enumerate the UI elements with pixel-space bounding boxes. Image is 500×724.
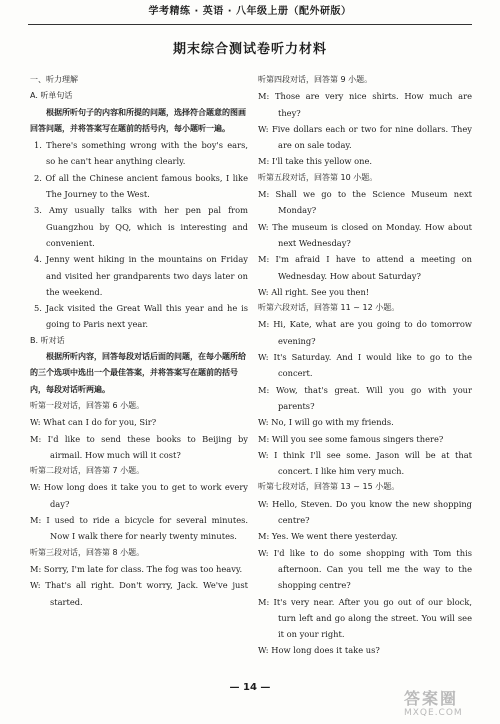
part-b-heading: B. 听对话 xyxy=(30,335,65,345)
stage-direction: 听第二段对话，回答第 7 小题。 xyxy=(30,466,145,476)
dialogue-line: M: I used to ride a bicycle for several minutes. Now I walk there for nearly twenty minutes. xyxy=(30,515,248,542)
watermark-url: MXQE.COM xyxy=(404,708,463,718)
right-column xyxy=(258,72,472,659)
dialogue-line: M: I'm afraid I have to attend a meeting on Wednesday. How about Saturday? xyxy=(258,254,472,281)
dialogue-line: W: How long does it take us? xyxy=(258,645,380,656)
stage-direction: 听第一段对话，回答第 6 小题。 xyxy=(30,400,145,410)
dialogue-line: M: Those are very nice shirts. How much are they? xyxy=(258,91,472,118)
dialogue-line: W: All right. See you then! xyxy=(258,286,370,297)
part-b-instructions: 根据所听内容，回答每段对话后面的问题，在每小题所给的三个选项中选出一个最佳答案，并将答案写在题前的括号内，每段对话听两遍。 xyxy=(30,352,246,394)
section-heading: 一、听力理解 xyxy=(30,75,78,84)
dialogue-line: W: What can I do for you, Sir? xyxy=(30,417,157,428)
dialogue-line: W: I think I'll see some. Jason will be at that concert. I like him very much. xyxy=(258,449,472,477)
stage-direction: 听第六段对话，回答第 11 ~ 12 小题。 xyxy=(258,303,400,313)
left-column xyxy=(30,72,248,610)
list-item: 5. Jack visited the Great Wall this year and he is going to Paris next year. xyxy=(34,303,248,330)
dialogue-line: W: The museum is closed on Monday. How about next Wednesday? xyxy=(258,221,472,248)
dialogue-line: M: Hi, Kate, what are you going to do tomorrow evening? xyxy=(258,319,472,346)
list-item: 4. Jenny went hiking in the mountains on Friday and visited her grandparents two days later on the weekend. xyxy=(34,254,248,297)
dialogue-line: W: It's Saturday. And I would like to go to the concert. xyxy=(258,352,472,379)
dialogue-line: W: Hello, Steven. Do you know the new shopping centre? xyxy=(258,498,472,526)
dialogue-line: W: No, I will go with my friends. xyxy=(258,417,394,428)
list-item: 2. Of all the Chinese ancient famous books, I like The Journey to the West. xyxy=(34,172,248,200)
list-item: 1. There's something wrong with the boy's ears, so he can't hear anything clearly. xyxy=(34,140,248,167)
dialogue-line: W: I'd like to do some shopping with Tom this afternoon. Can you tell me the way to the shopping centre? xyxy=(258,547,472,591)
dialogue-line: M: Yes. We went there yesterday. xyxy=(258,531,398,542)
part-a-heading: A. 听单句话 xyxy=(30,91,73,101)
stage-direction: 听第五段对话，回答第 10 小题。 xyxy=(258,172,378,182)
dialogue-line: M: It's very near. After you go out of our block, turn left and go along the street. You will see it on your right. xyxy=(258,596,472,640)
page-number: — 14 — xyxy=(229,682,271,693)
watermark-text: 答案圈 xyxy=(404,689,459,708)
dialogue-line: M: I'd like to send these books to Beijing by airmail. How much will it cost? xyxy=(30,433,248,460)
dialogue-line: M: Shall we go to the Science Museum next Monday? xyxy=(258,189,472,216)
header-rule xyxy=(28,24,472,25)
stage-direction: 听第三段对话，回答第 8 小题。 xyxy=(30,547,145,557)
dialogue-line: M: I'll take this yellow one. xyxy=(258,156,373,167)
running-header: 学考精练 · 英语 · 八年级上册（配外研版） xyxy=(148,6,352,17)
list-item: 3. Amy usually talks with her pen pal from Guangzhou by QQ, which is interesting and convenient. xyxy=(34,205,248,248)
dialogue-line: W: That's all right. Don't worry, Jack. We've just started. xyxy=(30,580,248,607)
watermark-logo xyxy=(404,690,494,720)
page-title: 期末综合测试卷听力材料 xyxy=(172,42,327,57)
dialogue-line: M: Sorry, I'm late for class. The fog was too heavy. xyxy=(30,563,243,574)
stage-direction: 听第七段对话，回答第 13 ~ 15 小题。 xyxy=(258,482,400,492)
part-a-instructions: 根据所听句子的内容和所提的问题，选择符合题意的图画回答问题，并将答案写在题前的括号内，每小题听一遍。 xyxy=(30,107,246,133)
stage-direction: 听第四段对话，回答第 9 小题。 xyxy=(258,75,373,84)
dialogue-line: M: Wow, that's great. Will you go with your parents? xyxy=(258,384,472,411)
dialogue-line: W: Five dollars each or two for nine dollars. They are on sale today. xyxy=(258,123,472,151)
dialogue-line: W: How long does it take you to get to work every day? xyxy=(30,482,248,509)
dialogue-line: M: Will you see some famous singers there? xyxy=(258,433,444,444)
